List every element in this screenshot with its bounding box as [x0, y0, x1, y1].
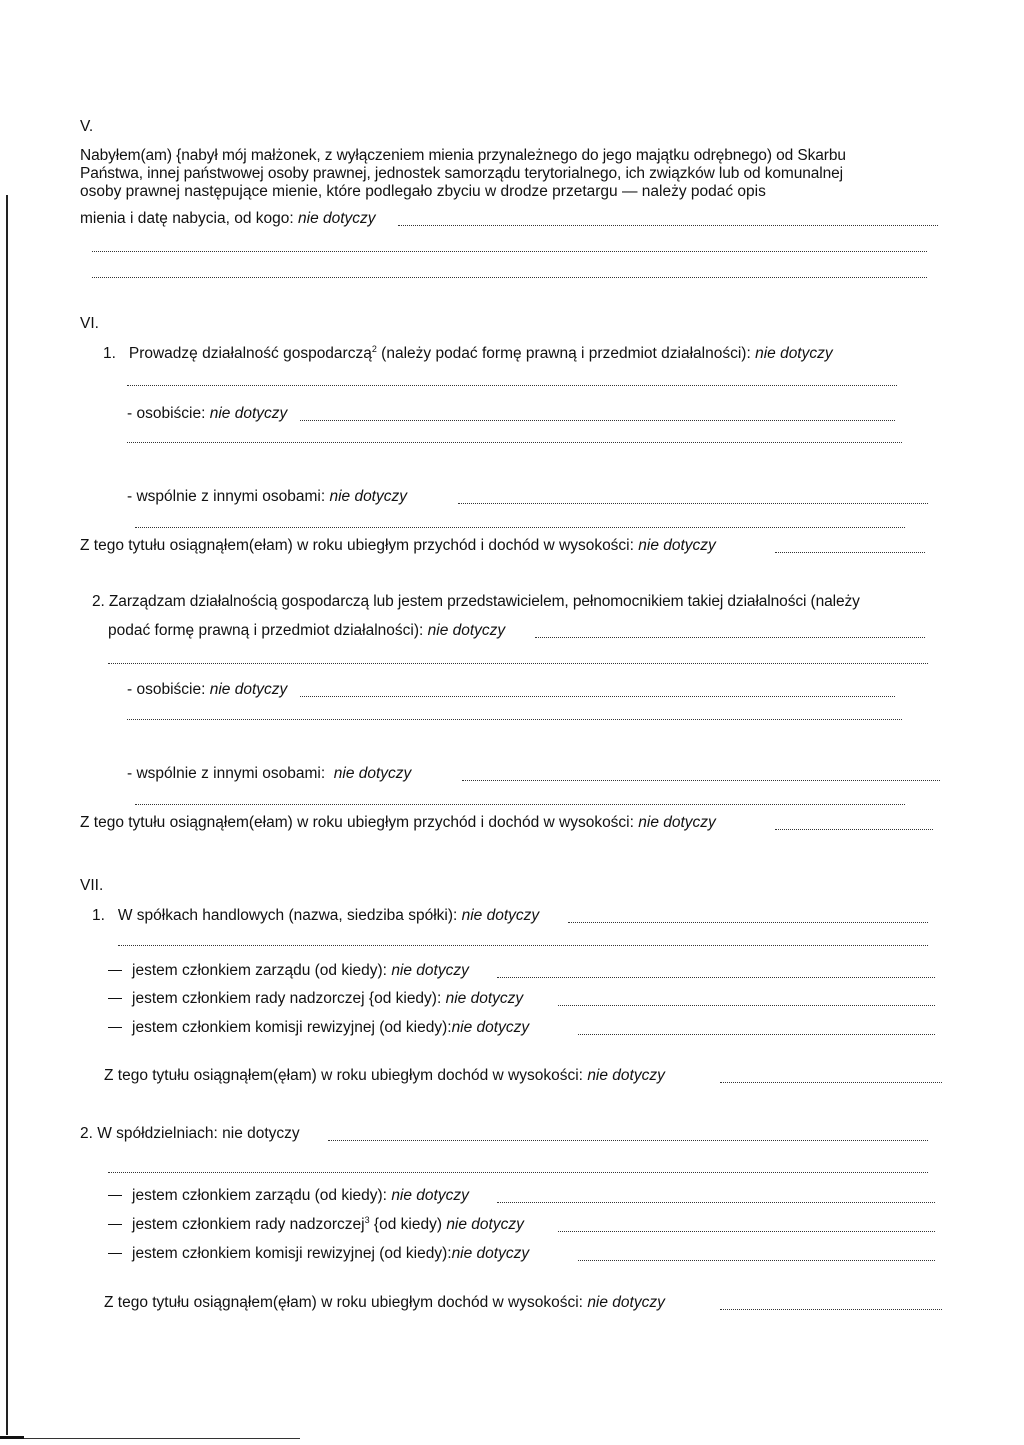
personal-row [127, 405, 287, 424]
joint-label: - wspólnie z innymi osobami: [127, 765, 326, 782]
item-2-value: nie dotyczy [427, 622, 506, 639]
left-margin-line [6, 195, 8, 1435]
section-5-value: nie dotyczy [298, 210, 376, 227]
joint-value: nie dotyczy [329, 488, 407, 505]
item-text-after: (należy podać formę prawną i przedmiot działalności): [381, 345, 751, 362]
supervisory-row [108, 990, 523, 1009]
dash-icon [108, 970, 122, 971]
personal-value: nie dotyczy [209, 681, 288, 698]
joint-label: - wspólnie z innymi osobami: [127, 488, 326, 505]
fill-line [328, 1140, 928, 1141]
fill-line [92, 277, 927, 278]
fill-line [127, 385, 897, 386]
dash-icon [108, 1195, 122, 1196]
personal-label: - osobiście: [127, 405, 206, 422]
audit-value: nie dotyczy [451, 1019, 530, 1036]
income-row-3 [104, 1067, 665, 1086]
income-value: nie dotyczy [587, 1067, 665, 1084]
board-value: nie dotyczy [391, 1187, 469, 1204]
income-row-4 [104, 1294, 665, 1313]
income-label: Z tego tytułu osiągnąłem(ełam) w roku ubiegłym przychód i dochód w wysokości: [80, 814, 634, 831]
section-6-item-2-line-2 [108, 622, 505, 641]
joint-row-2 [127, 765, 411, 784]
section-7-item-2: 2. W spółdzielniach: nie dotyczy [80, 1125, 300, 1142]
board-row-2 [108, 1187, 469, 1206]
section-6-heading: VI. [80, 315, 99, 332]
audit-label: jestem członkiem komisji rewizyjnej (od kiedy): [132, 1019, 452, 1036]
item-label: W spółkach handlowych (nazwa, siedziba spółki): [117, 907, 458, 924]
item-text: Prowadzę działalność gospodarczą [128, 345, 372, 362]
income-row [80, 537, 716, 556]
item-number: 1. [103, 345, 116, 362]
board-value: nie dotyczy [391, 962, 469, 979]
supervisory-value: nie dotyczy [446, 1216, 524, 1233]
fill-line [127, 442, 902, 443]
audit-value: nie dotyczy [451, 1245, 530, 1262]
fill-line [568, 922, 928, 923]
fill-line [135, 804, 905, 805]
supervisory-label-2: {od kiedy) [373, 1216, 442, 1233]
board-label: jestem członkiem zarządu (od kiedy): [132, 962, 387, 979]
fill-line [92, 251, 927, 252]
board-label: jestem członkiem zarządu (od kiedy): [132, 1187, 387, 1204]
supervisory-label: jestem członkiem rady nadzorczej [132, 1216, 365, 1233]
item-2-prefix: podać formę prawną i przedmiot działalności): [108, 622, 424, 639]
personal-label: - osobiście: [127, 681, 206, 698]
joint-value: nie dotyczy [333, 765, 412, 782]
section-7-item-1 [92, 907, 539, 926]
fill-line [462, 780, 940, 781]
section-5-line-2: Państwa, innej państwowej osoby prawnej, jednostek samorządu terytorialnego, ich związków lub od komunalnej [80, 165, 843, 182]
fill-line [578, 1034, 935, 1035]
footnote-ref: 3 [364, 1214, 370, 1225]
item-value: nie dotyczy [755, 345, 833, 362]
dash-icon [108, 1027, 122, 1028]
income-label: Z tego tytułu osiągnąłem(ęłam) w roku ubiegłym dochód w wysokości: [104, 1294, 583, 1311]
income-value: nie dotyczy [638, 814, 716, 831]
dash-icon [108, 998, 122, 999]
footnote-ref: 2 [371, 343, 377, 354]
item-value: nie dotyczy [461, 907, 540, 924]
audit-row-2 [108, 1245, 529, 1264]
bottom-mark [0, 1436, 24, 1439]
dash-icon [108, 1224, 122, 1225]
fill-line [108, 1172, 928, 1173]
fill-line [535, 637, 925, 638]
fill-line [127, 719, 902, 720]
item-number: 1. [92, 907, 105, 924]
fill-line [497, 1202, 935, 1203]
income-label: Z tego tytułu osiągnąłem(ełam) w roku ubiegłym przychód i dochód w wysokości: [80, 537, 634, 554]
income-row-2 [80, 814, 716, 833]
fill-line [720, 1082, 942, 1083]
income-label: Z tego tytułu osiągnąłem(ęłam) w roku ubiegłym dochód w wysokości: [104, 1067, 583, 1084]
fill-line [300, 420, 895, 421]
bottom-rule [0, 1438, 300, 1439]
section-5-line-3: osoby prawnej następujące mienie, które podlegało zbyciu w drodze przetargu — należy podać opis [80, 183, 766, 200]
audit-row [108, 1019, 529, 1038]
fill-line [458, 503, 928, 504]
section-5-heading: V. [80, 118, 94, 135]
supervisory-row-2 [108, 1216, 524, 1235]
joint-row [127, 488, 407, 507]
fill-line [118, 945, 928, 946]
personal-value: nie dotyczy [209, 405, 288, 422]
fill-line [108, 663, 928, 664]
section-5-line-4-prefix: mienia i datę nabycia, od kogo: [80, 210, 294, 227]
fill-line [720, 1309, 942, 1310]
section-5-line-4 [80, 210, 376, 229]
section-5-line-1: Nabyłem(am) {nabył mój małżonek, z wyłączeniem mienia przynależnego do jego majątku odrębnego) od Skarbu [80, 147, 846, 164]
fill-line [775, 552, 925, 553]
fill-line [497, 977, 935, 978]
personal-row-2 [127, 681, 287, 700]
fill-line [558, 1231, 935, 1232]
fill-line [135, 527, 905, 528]
dash-icon [108, 1253, 122, 1254]
supervisory-value: nie dotyczy [445, 990, 524, 1007]
income-value: nie dotyczy [587, 1294, 665, 1311]
supervisory-label: jestem członkiem rady nadzorczej {od kiedy): [132, 990, 442, 1007]
fill-line [775, 829, 933, 830]
fill-line [578, 1260, 935, 1261]
income-value: nie dotyczy [638, 537, 716, 554]
fill-line [398, 225, 938, 226]
section-6-item-2-line-1: 2. Zarządzam działalnością gospodarczą lub jestem przedstawicielem, pełnomocnikiem takiej działalności (należy [92, 593, 860, 610]
section-7-heading: VII. [80, 877, 104, 894]
audit-label: jestem członkiem komisji rewizyjnej (od kiedy): [132, 1245, 452, 1262]
fill-line [300, 696, 895, 697]
board-row [108, 962, 469, 981]
fill-line [558, 1005, 935, 1006]
section-6-item-1 [103, 345, 833, 364]
